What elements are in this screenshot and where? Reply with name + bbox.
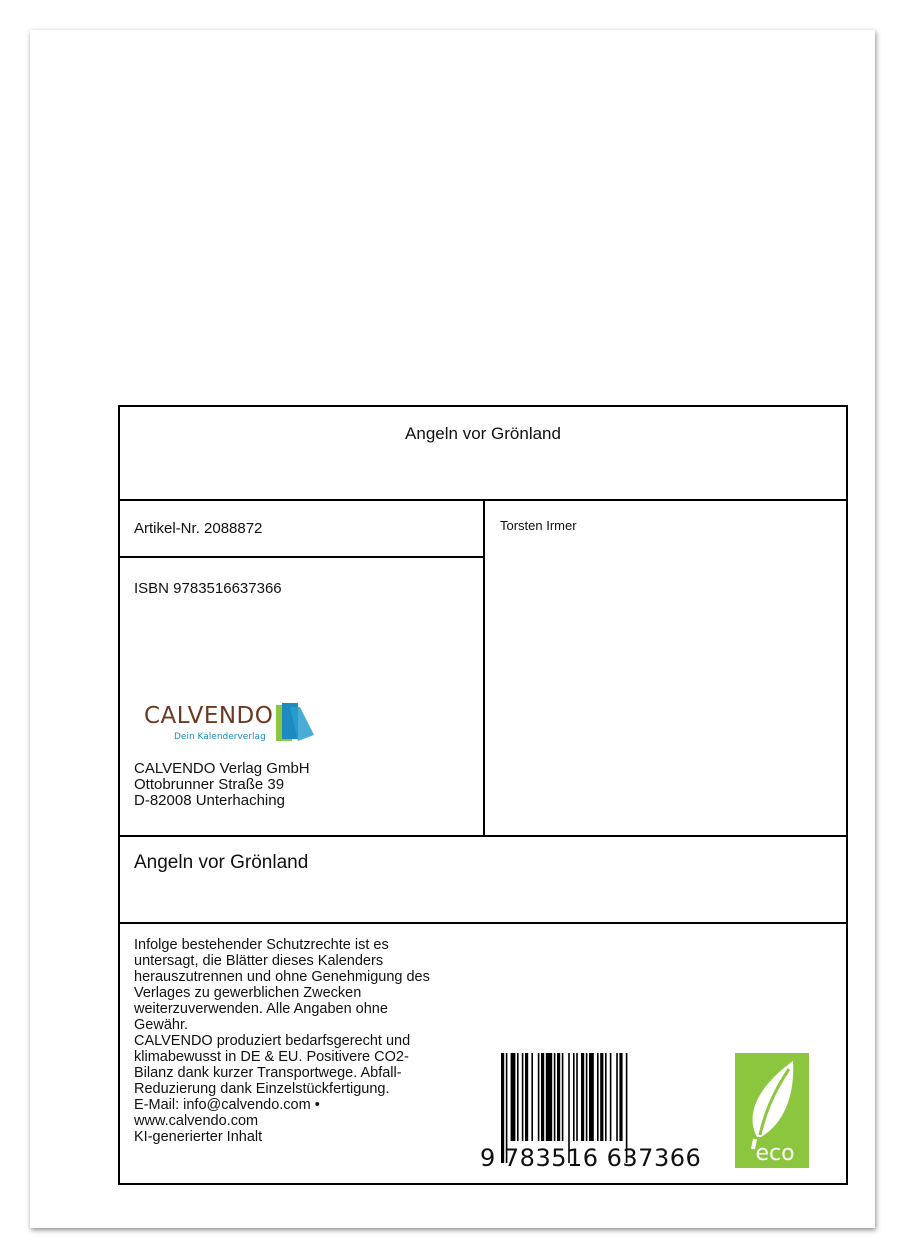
logo-mark-icon — [276, 703, 316, 743]
publisher-address — [134, 761, 310, 809]
divider — [483, 499, 485, 835]
legal-line: klimabewusst in DE & EU. Positivere CO2- — [134, 1049, 409, 1065]
barcode-number: 9 783516 637366 — [480, 1144, 702, 1172]
legal-line: Infolge bestehender Schutzrechte ist es — [134, 937, 389, 953]
logo-tagline: Dein Kalenderverlag — [174, 732, 266, 742]
legal-notice — [134, 937, 484, 1145]
divider — [120, 922, 846, 924]
address-line: CALVENDO Verlag GmbH — [134, 760, 310, 777]
article-number: Artikel-Nr. 2088872 — [134, 520, 263, 537]
logo-brand-text: CALVENDO — [144, 703, 274, 729]
legal-line: KI-generierter Inhalt — [134, 1129, 263, 1145]
calendar-title: Angeln vor Grönland — [405, 424, 561, 443]
legal-line: herauszutrennen und ohne Genehmigung des — [134, 969, 430, 985]
isbn: ISBN 9783516637366 — [134, 580, 282, 597]
author-name: Torsten Irmer — [500, 518, 577, 533]
legal-line: www.calvendo.com — [134, 1113, 259, 1129]
page — [30, 30, 875, 1228]
divider — [120, 556, 483, 558]
address-line: Ottobrunner Straße 39 — [134, 776, 285, 793]
legal-line: E-Mail: info@calvendo.com • — [134, 1097, 320, 1113]
legal-line: Gewähr. — [134, 1017, 188, 1033]
legal-line: weiterzuverwenden. Alle Angaben ohne — [134, 1001, 388, 1017]
eco-label: eco — [755, 1141, 795, 1166]
calendar-title-secondary: Angeln vor Grönland — [134, 852, 309, 873]
eco-leaf-icon — [735, 1053, 809, 1168]
legal-line: Verlages zu gewerblichen Zwecken — [134, 985, 362, 1001]
calvendo-logo — [144, 703, 324, 745]
legal-line: Reduzierung dank Einzelstückfertigung. — [134, 1081, 390, 1097]
info-box — [118, 405, 848, 1185]
legal-line: untersagt, die Blätter dieses Kalenders — [134, 953, 384, 969]
legal-line: Bilanz dank kurzer Transportwege. Abfall- — [134, 1065, 402, 1081]
legal-line: CALVENDO produziert bedarfsgerecht und — [134, 1033, 411, 1049]
address-line: D-82008 Unterhaching — [134, 792, 285, 809]
divider — [120, 835, 846, 837]
